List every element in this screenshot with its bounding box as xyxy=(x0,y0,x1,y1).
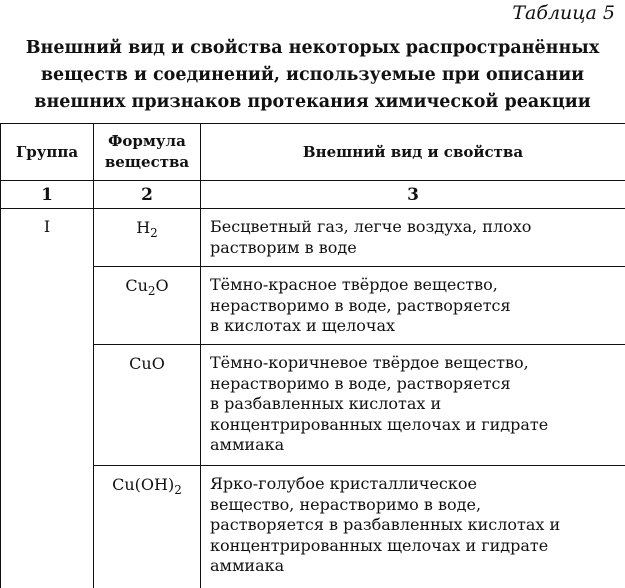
formula-tail: O xyxy=(156,276,169,295)
header-formula-line2: вещества xyxy=(105,153,189,171)
column-number: 2 xyxy=(94,181,201,209)
table-title xyxy=(0,35,625,116)
title-line: веществ и соединений, используемые при описании xyxy=(0,62,625,89)
table-row xyxy=(1,466,625,588)
description-line: концентрированных щелочах и гидрате xyxy=(210,415,617,436)
description-line: в разбавленных кислотах и xyxy=(210,394,617,415)
description-line: растворим в воде xyxy=(210,238,617,259)
formula-cell xyxy=(94,267,201,345)
formula-subscript: 2 xyxy=(148,284,156,298)
description-line: Тёмно-коричневое твёрдое вещество, xyxy=(210,353,617,374)
description-line: нерастворимо в воде, растворяется xyxy=(210,296,617,317)
header-formula xyxy=(94,124,201,181)
header-group: Группа xyxy=(1,124,94,181)
description-line: аммиака xyxy=(210,556,617,577)
column-number-row xyxy=(1,181,625,209)
formula-cell xyxy=(94,345,201,466)
title-line: внешних признаков протекания химической реакции xyxy=(0,89,625,116)
description-line: Ярко-голубое кристаллическое xyxy=(210,474,617,495)
description-line: вещество, нерастворимо в воде, xyxy=(210,495,617,516)
table-row xyxy=(1,267,625,345)
group-cell: I xyxy=(1,209,94,588)
properties-table xyxy=(0,123,625,588)
formula-subscript: 2 xyxy=(174,483,182,497)
description-cell xyxy=(201,466,625,588)
description-line: концентрированных щелочах и гидрате xyxy=(210,536,617,557)
header-formula-line1: Формула xyxy=(108,132,186,150)
description-line: Тёмно-красное твёрдое вещество, xyxy=(210,275,617,296)
header-appearance: Внешний вид и свойства xyxy=(201,124,625,181)
table-row xyxy=(1,345,625,466)
header-row xyxy=(1,124,625,181)
table-row xyxy=(1,209,625,267)
title-line: Внешний вид и свойства некоторых распространённых xyxy=(0,35,625,62)
description-line: аммиака xyxy=(210,435,617,456)
formula-base: H xyxy=(136,218,150,237)
formula-base: Cu(OH) xyxy=(112,475,174,494)
description-line: Бесцветный газ, легче воздуха, плохо xyxy=(210,217,617,238)
column-number: 3 xyxy=(201,181,625,209)
description-line: нерастворимо в воде, растворяется xyxy=(210,374,617,395)
formula-base: Cu xyxy=(125,276,148,295)
description-line: в кислотах и щелочах xyxy=(210,316,617,337)
description-cell xyxy=(201,345,625,466)
table-label: Таблица 5 xyxy=(512,2,615,24)
column-number: 1 xyxy=(1,181,94,209)
description-cell xyxy=(201,267,625,345)
formula-cell xyxy=(94,466,201,588)
formula-subscript: 2 xyxy=(150,226,158,240)
formula-cell xyxy=(94,209,201,267)
description-cell xyxy=(201,209,625,267)
formula-base: CuO xyxy=(129,354,165,373)
description-line: растворяется в разбавленных кислотах и xyxy=(210,515,617,536)
